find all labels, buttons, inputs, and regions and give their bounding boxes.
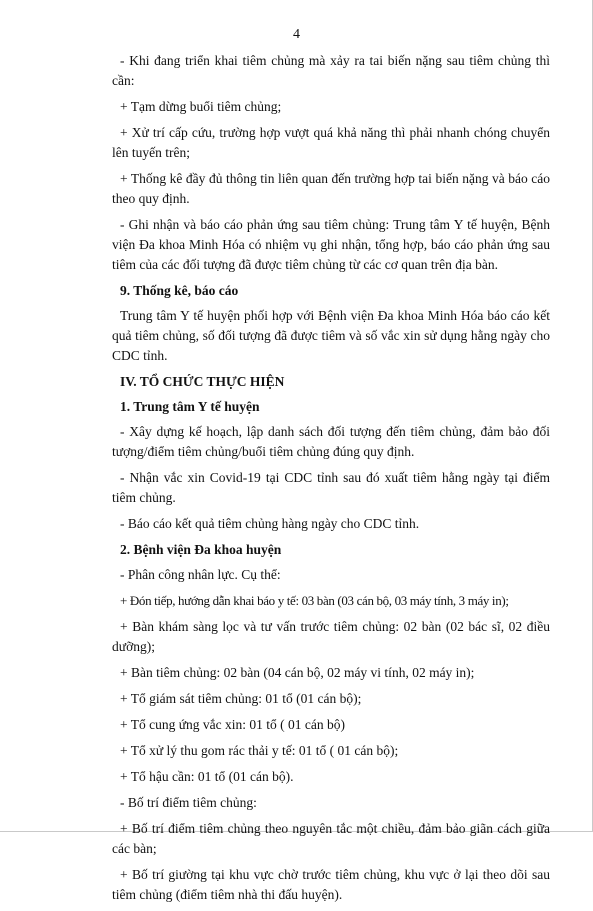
- paragraph: - Xây dựng kế hoạch, lập danh sách đối tượng đến tiêm chủng, đảm bảo đối tượng/điểm tiêm chủng/buổi tiêm chủng đúng quy định.: [112, 424, 550, 459]
- paragraph: + Bàn khám sàng lọc và tư vấn trước tiêm chủng: 02 bàn (02 bác sĩ, 02 điều dưỡng);: [112, 619, 550, 654]
- section-heading: IV. TỔ CHỨC THỰC HIỆN: [120, 374, 285, 389]
- paragraph: + Bố trí điểm tiêm chủng theo nguyên tắc một chiều, đảm bảo giãn cách giữa các bàn;: [112, 821, 550, 856]
- paragraph: - Nhận vắc xin Covid-19 tại CDC tỉnh sau đó xuất tiêm hằng ngày tại điểm tiêm chủng.: [112, 470, 550, 505]
- paragraph: + Đón tiếp, hướng dẫn khai báo y tế: 03 bàn (03 cán bộ, 03 máy tính, 3 máy in);: [120, 593, 509, 608]
- paragraph: - Phân công nhân lực. Cụ thể:: [120, 567, 281, 582]
- paragraph: + Xử trí cấp cứu, trường hợp vượt quá khả năng thì phải nhanh chóng chuyển lên tuyến trên;: [112, 125, 550, 160]
- paragraph: - Báo cáo kết quả tiêm chủng hàng ngày cho CDC tỉnh.: [120, 516, 420, 531]
- document-body: [112, 51, 550, 911]
- paragraph: + Bàn tiêm chủng: 02 bàn (04 cán bộ, 02 máy vi tính, 02 máy in);: [120, 665, 475, 680]
- paragraph: + Tổ giám sát tiêm chủng: 01 tổ (01 cán bộ);: [120, 691, 362, 706]
- section-heading: 9. Thống kê, báo cáo: [120, 283, 239, 298]
- paragraph: + Tạm dừng buổi tiêm chủng;: [120, 99, 282, 114]
- paragraph: + Tổ cung ứng vắc xin: 01 tổ ( 01 cán bộ): [120, 717, 346, 732]
- page-number: 4: [293, 27, 300, 42]
- section-heading: 1. Trung tâm Y tế huyện: [120, 399, 260, 414]
- paragraph: Trung tâm Y tế huyện phối hợp với Bệnh viện Đa khoa Minh Hóa báo cáo kết quả tiêm chủng, số đối tượng đã được tiêm và số vắc xin sử dụng hằng ngày cho CDC tỉnh.: [112, 308, 550, 363]
- paragraph: + Thống kê đầy đủ thông tin liên quan đến trường hợp tai biến nặng và báo cáo theo quy định.: [112, 171, 550, 206]
- paragraph: + Tổ hậu cần: 01 tổ (01 cán bộ).: [120, 769, 294, 784]
- paragraph: - Bố trí điểm tiêm chủng:: [120, 795, 257, 810]
- paragraph: - Ghi nhận và báo cáo phản ứng sau tiêm chủng: Trung tâm Y tế huyện, Bệnh viện Đa khoa Minh Hóa có nhiệm vụ ghi nhận, tổng hợp, báo cáo phản ứng sau tiêm của các đối tượng đã được tiêm chủng từ các cơ quan trên địa bàn.: [112, 217, 550, 272]
- paragraph: + Tổ xử lý thu gom rác thải y tế: 01 tổ ( 01 cán bộ);: [120, 743, 399, 758]
- paragraph: + Bố trí giường tại khu vực chờ trước tiêm chủng, khu vực ở lại theo dõi sau tiêm chủng (điểm tiêm nhà thi đấu huyện).: [112, 867, 550, 902]
- paragraph: - Khi đang triển khai tiêm chủng mà xảy ra tai biến nặng sau tiêm chủng thì cần:: [112, 53, 550, 88]
- section-heading: 2. Bệnh viện Đa khoa huyện: [120, 542, 282, 557]
